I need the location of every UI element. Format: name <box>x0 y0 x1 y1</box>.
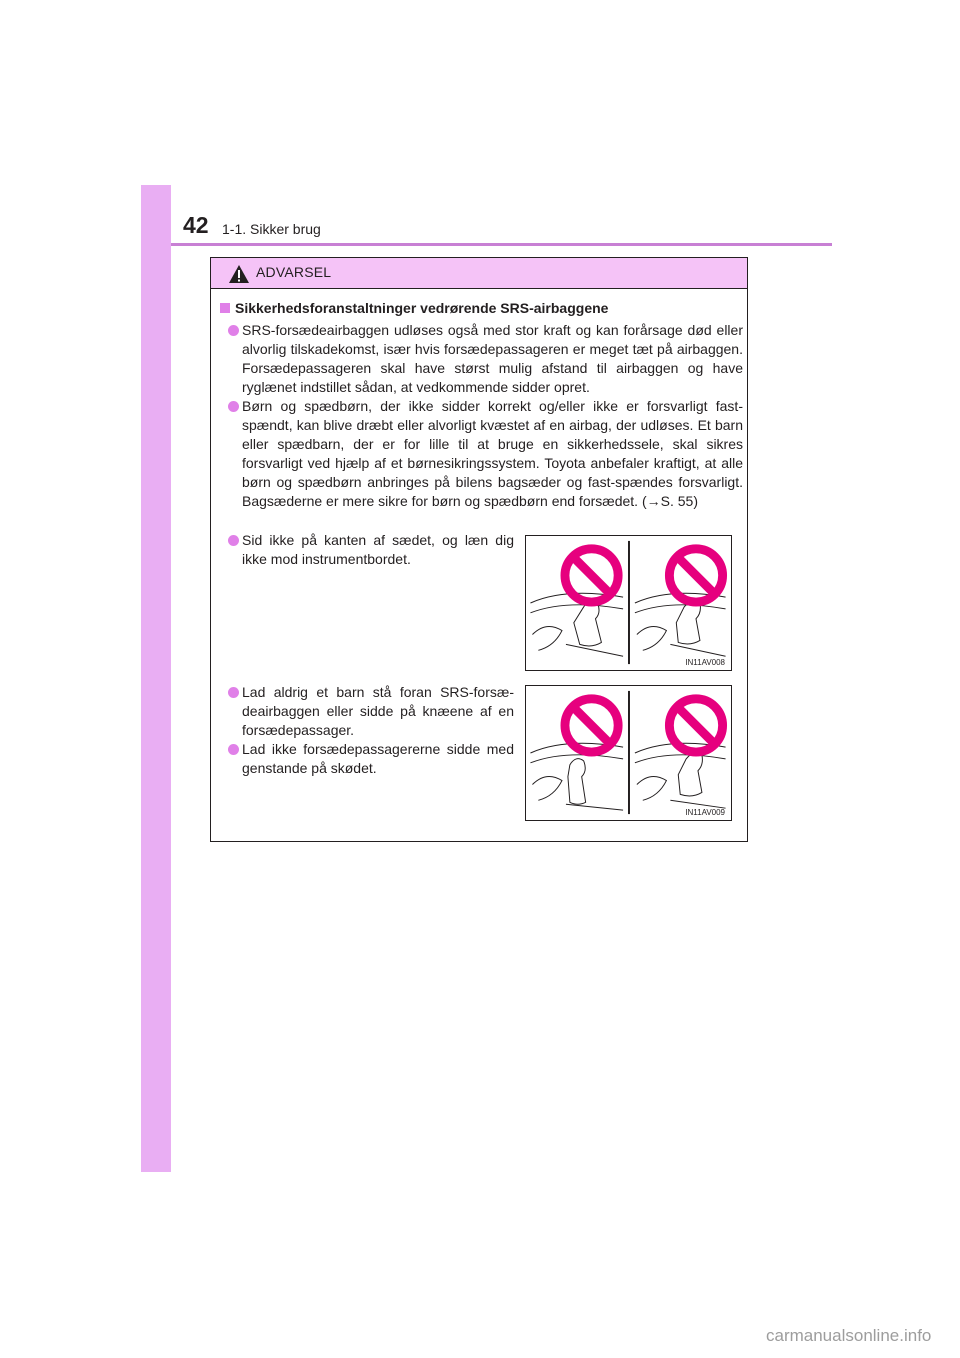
list-item: Børn og spædbørn, der ikke sidder korrekt og/eller ikke er forsvarligt fast-spændt, kan blive dræbt eller alvorligt kvæstet af en airbag, der udløses. Et barn eller spædbarn, der er for lille til at bruge en sikkerhedssele, skal sikres forsvarligt ved hjælp af et børnesikringssystem. Toyota anbefaler kraftigt, at alle børn og spædbørn anbringes på bilens bagsæder og fast-spændes forsvarligt. Bagsæderne er mere sikre for børn og spædbørn end forsædet. (→S. 55) <box>242 397 743 511</box>
section-title: 1-1. Sikker brug <box>222 221 321 237</box>
list-item: Lad ikke forsædepassagererne sidde med genstande på skødet. <box>242 740 514 778</box>
car-interior-illustration <box>526 686 731 820</box>
bullet-icon <box>228 535 239 546</box>
warning-triangle-icon <box>228 264 250 284</box>
bullet-icon <box>228 687 239 698</box>
footer-watermark: carmanualsonline.info <box>766 1326 932 1345</box>
square-bullet-icon <box>220 303 230 313</box>
illustration-code: IN11AV009 <box>685 808 725 817</box>
header-divider <box>171 243 832 246</box>
bullet-icon <box>228 744 239 755</box>
warning-label: ADVARSEL <box>256 264 332 280</box>
warning-box <box>210 257 748 842</box>
warning-header <box>211 258 747 289</box>
warning-subheading: Sikkerhedsforanstaltninger vedrørende SRS-airbaggene <box>220 300 608 316</box>
bullet-icon <box>228 401 239 412</box>
list-item: SRS-forsædeairbaggen udløses også med stor kraft og kan forårsage død eller alvorlig tilskadekomst, især hvis forsædepassageren er meget tæt på airbaggen. Forsædepassageren skal have størst mulig afstand til airbaggen og have ryglænet indstillet sådan, at vedkommende sidder opret. <box>242 321 743 397</box>
bullet-icon <box>228 325 239 336</box>
illustration-improper-seating <box>525 535 732 671</box>
page-number: 42 <box>183 212 209 238</box>
illustration-code: IN11AV008 <box>685 658 725 667</box>
illustration-child-standing <box>525 685 732 821</box>
prohibition-icon <box>565 549 618 602</box>
car-interior-illustration <box>526 536 731 670</box>
list-item: Sid ikke på kanten af sædet, og læn dig ikke mod instrumentbordet. <box>242 531 514 569</box>
side-color-band <box>141 185 171 1172</box>
list-item: Lad aldrig et barn stå foran SRS-forsæ-deairbaggen eller sidde på knæene af en forsædepassager. <box>242 683 514 740</box>
prohibition-icon <box>565 699 618 752</box>
